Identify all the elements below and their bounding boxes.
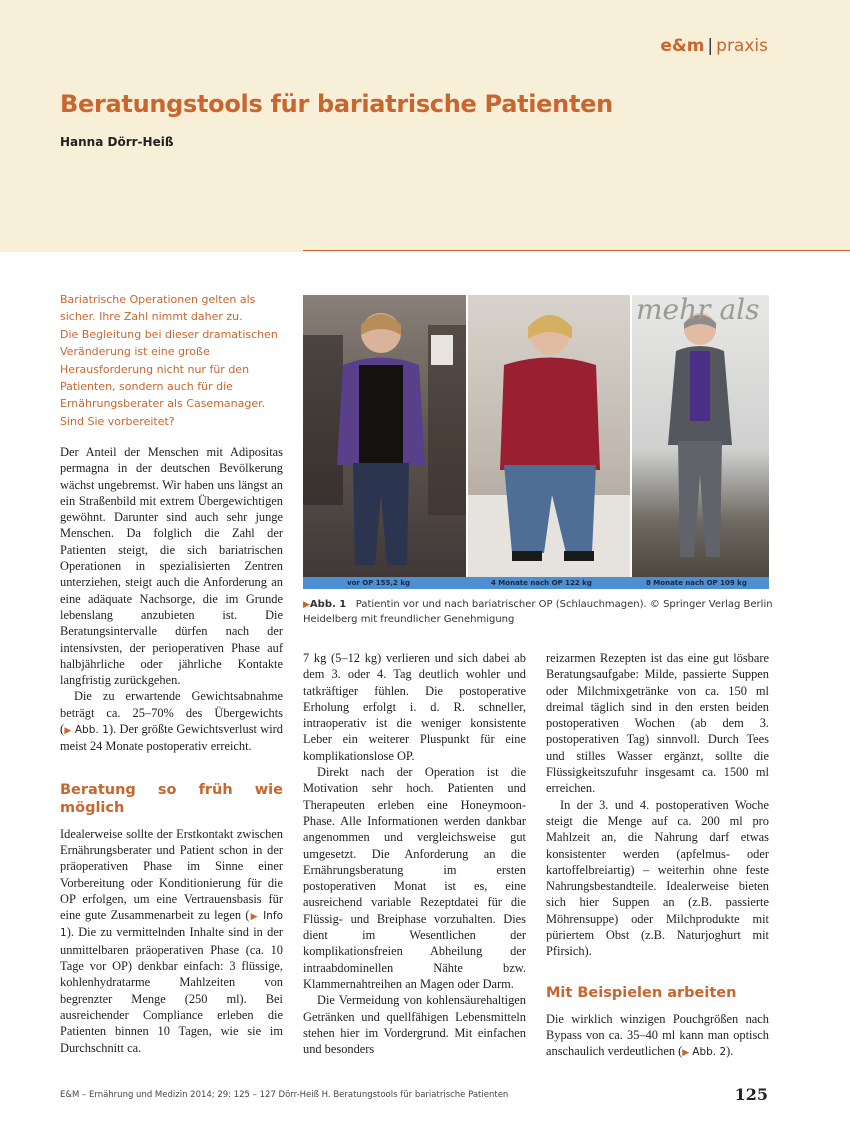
- arrow-icon: ▶: [682, 1047, 690, 1058]
- figure-reference-link[interactable]: Abb. 1: [74, 724, 109, 737]
- info-reference-link[interactable]: Info 1: [60, 910, 283, 940]
- figure-label-strip: [303, 577, 769, 589]
- body-paragraph: [546, 1011, 769, 1061]
- background-sign-text: mehr als: [636, 295, 760, 326]
- figure-caption: [303, 598, 773, 627]
- text-run: Die zu erwartende Gewichtsabnahme beträgt ca. 25–70% des Übergewichts (: [60, 689, 283, 737]
- lead-paragraph: Die Begleitung bei dieser dramatischen Veränderung ist eine große Herausforderung nicht nur für den Patienten, sondern auch für die Ernährungsberater als Casemanager. Sind Sie vorbereitet?: [60, 327, 278, 428]
- body-paragraph: Die Vermeidung von kohlensäurehaltigen Getränken und quellfähigen Lebensmitteln stehen hier im Vordergrund. Mit einfachen und besonders: [303, 993, 526, 1057]
- lead-paragraph: Bariatrische Operationen gelten als sicher. Ihre Zahl nimmt daher zu.: [60, 293, 256, 324]
- body-paragraph: 7 kg (5–12 kg) verlieren und sich dabei ab dem 3. oder 4. Tag deutlich wohler und tatkräftiger fühlen. Die postoperative Erholung erfolgt i. d. R. schneller, intraoperativ ist die weniger konsistente Leber ein weiterer Pluspunkt für eine komplikationslose OP.: [303, 651, 526, 763]
- photo-before-op: [303, 295, 466, 577]
- column-1: [60, 444, 283, 1056]
- column-2: [303, 650, 526, 1057]
- lead-text: [60, 291, 282, 430]
- figure-reference-link[interactable]: Abb. 2: [692, 1046, 727, 1059]
- text-run: ). Die zu vermittelnden Inhalte sind in der unmittelbaren präoperativen Phase (ca. 10 Tage vor OP) denkbar einfach: 3 flüssige, kohlenhydratarme Mahlzeiten von begrenzter Menge (250 ml). Bei ausreichender Compliance erleben die Patienten binnen 10 Tagen, wie sie im Durchschnitt ca.: [60, 925, 283, 1055]
- body-paragraph: Direkt nach der Operation ist die Motivation sehr hoch. Patienten und Therapeuten erleben eine Honeymoon-Phase. Alle Informationen werden dankbar angenommen und vergleichsweise gut umgesetzt. Die Anforderung an die Ernährungsberatung im ersten postoperativen Monat ist es, eine ausreichend variable Rezeptdatei für die Flüssig- und Breiphase vorzuhalten. Dies dient im Wesentlichen der komplikationsfreien Abheilung der intraabdominellen Nähte bzw. Klammernahtreihen an Magen oder Darm.: [303, 765, 526, 991]
- brand-separator: |: [707, 36, 714, 56]
- header-divider: [303, 250, 850, 251]
- person-silhouette: [468, 295, 630, 577]
- arrow-icon: ▶: [303, 600, 310, 610]
- page-number: 125: [734, 1085, 768, 1104]
- brand-name: e&m: [660, 36, 705, 56]
- section-heading: Mit Beispielen arbeiten: [546, 984, 737, 1001]
- figure-label-4-months: 4 Monate nach OP 122 kg: [491, 579, 592, 587]
- body-paragraph: reizarmen Rezepten ist das eine gut lösbare Beratungsaufgabe: Milde, passierte Suppen oder Milchmixgetränke von ca. 150 ml dreimal täglich sind in den ersten beiden postoperativen Wochen (ab dem 3. postoperativen Tag) sinnvoll. Durch Tees und stilles Wasser ergänzt, sollte die Flüssigkeitszufuhr insgesamt ca. 1500 ml erreichen.: [546, 651, 769, 796]
- caption-ref: Abb. 1: [309, 599, 347, 610]
- journal-section-label: [660, 36, 768, 56]
- body-paragraph: In der 3. und 4. postoperativen Woche steigt die Menge auf ca. 200 ml pro Mahlzeit an, die Nahrung darf etwas konsistenter werden (apfelmus- oder kartoffelbreiartig) – weiterhin ohne feste Nahrungsbestandteile. Idealerweise bieten sich hier Suppen an (z.B. passierte Möhrensuppe) oder Milchprodukte mit püriertem Obst (z.B. Naturjoghurt mit Pfirsich).: [546, 797, 769, 959]
- arrow-icon: ▶: [64, 725, 72, 736]
- body-paragraph: Der Anteil der Menschen mit Adipositas permagna in der deutschen Bevölkerung wächst ungebremst. Wir haben uns längst an ein Straßenbild mit extrem Übergewichtigen gewöhnt. Darunter sind auch sehr junge Menschen. Da folglich die Zahl der Patienten steigt, die sich bariatrischen Operationen in spezialisierten Zentren unterziehen, steigt auch die Anforderung an eine adäquate Nachsorge, die im Grunde lebenslang anzubieten ist. Die Beratungsintervalle dürfen nach der intensivsten, der perioperativen Phase auf halbjährliche oder jährliche Kontakte langfristig zurückgehen.: [60, 445, 283, 688]
- text-run: Idealerweise sollte der Erstkontakt zwischen Ernährungsberater und Patient schon in der präoperativen Phase im Sinne einer Vorbereitung oder Konditionierung für die OP erfolgen, um eine Vertrauensbasis für eine gute Zusammenarbeit zu legen (: [60, 826, 283, 923]
- body-paragraph: [60, 688, 283, 754]
- column-3: [546, 650, 769, 1061]
- caption-text: Patientin vor und nach bariatrischer OP (Schlauchmagen). © Springer Verlag Berlin Heidelberg mit freundlicher Genehmigung: [303, 599, 773, 625]
- figure-label-before: vor OP 155,2 kg: [347, 579, 411, 587]
- article-author: Hanna Dörr-Heiß: [60, 135, 174, 149]
- text-run: ). Der größte Gewichtsverlust wird meist 24 Monate postoperativ erreicht.: [60, 722, 283, 754]
- text-run: ).: [726, 1044, 734, 1059]
- brand-section: praxis: [716, 36, 768, 56]
- person-silhouette: [303, 295, 466, 577]
- section-heading: Beratung so früh wie möglich: [60, 781, 283, 816]
- footer-citation: E&M – Ernährung und Medizin 2014; 29: 125 – 127 Dörr-Heiß H. Beratungstools für bariatrische Patienten: [60, 1090, 509, 1100]
- person-silhouette: [632, 295, 769, 577]
- article-title: Beratungstools für bariatrische Patienten: [60, 90, 613, 118]
- figure-label-8-months: 8 Monate nach OP 109 kg: [646, 579, 747, 587]
- text-run: Die wirklich winzigen Pouchgrößen nach Bypass von ca. 35–40 ml kann man optisch anschaulich verdeutlichen (: [546, 1011, 769, 1059]
- photo-8-months-after: [632, 295, 769, 577]
- body-paragraph: [60, 826, 283, 1056]
- arrow-icon: ▶: [249, 911, 259, 922]
- figure-1: [303, 295, 769, 589]
- photo-4-months-after: [468, 295, 630, 577]
